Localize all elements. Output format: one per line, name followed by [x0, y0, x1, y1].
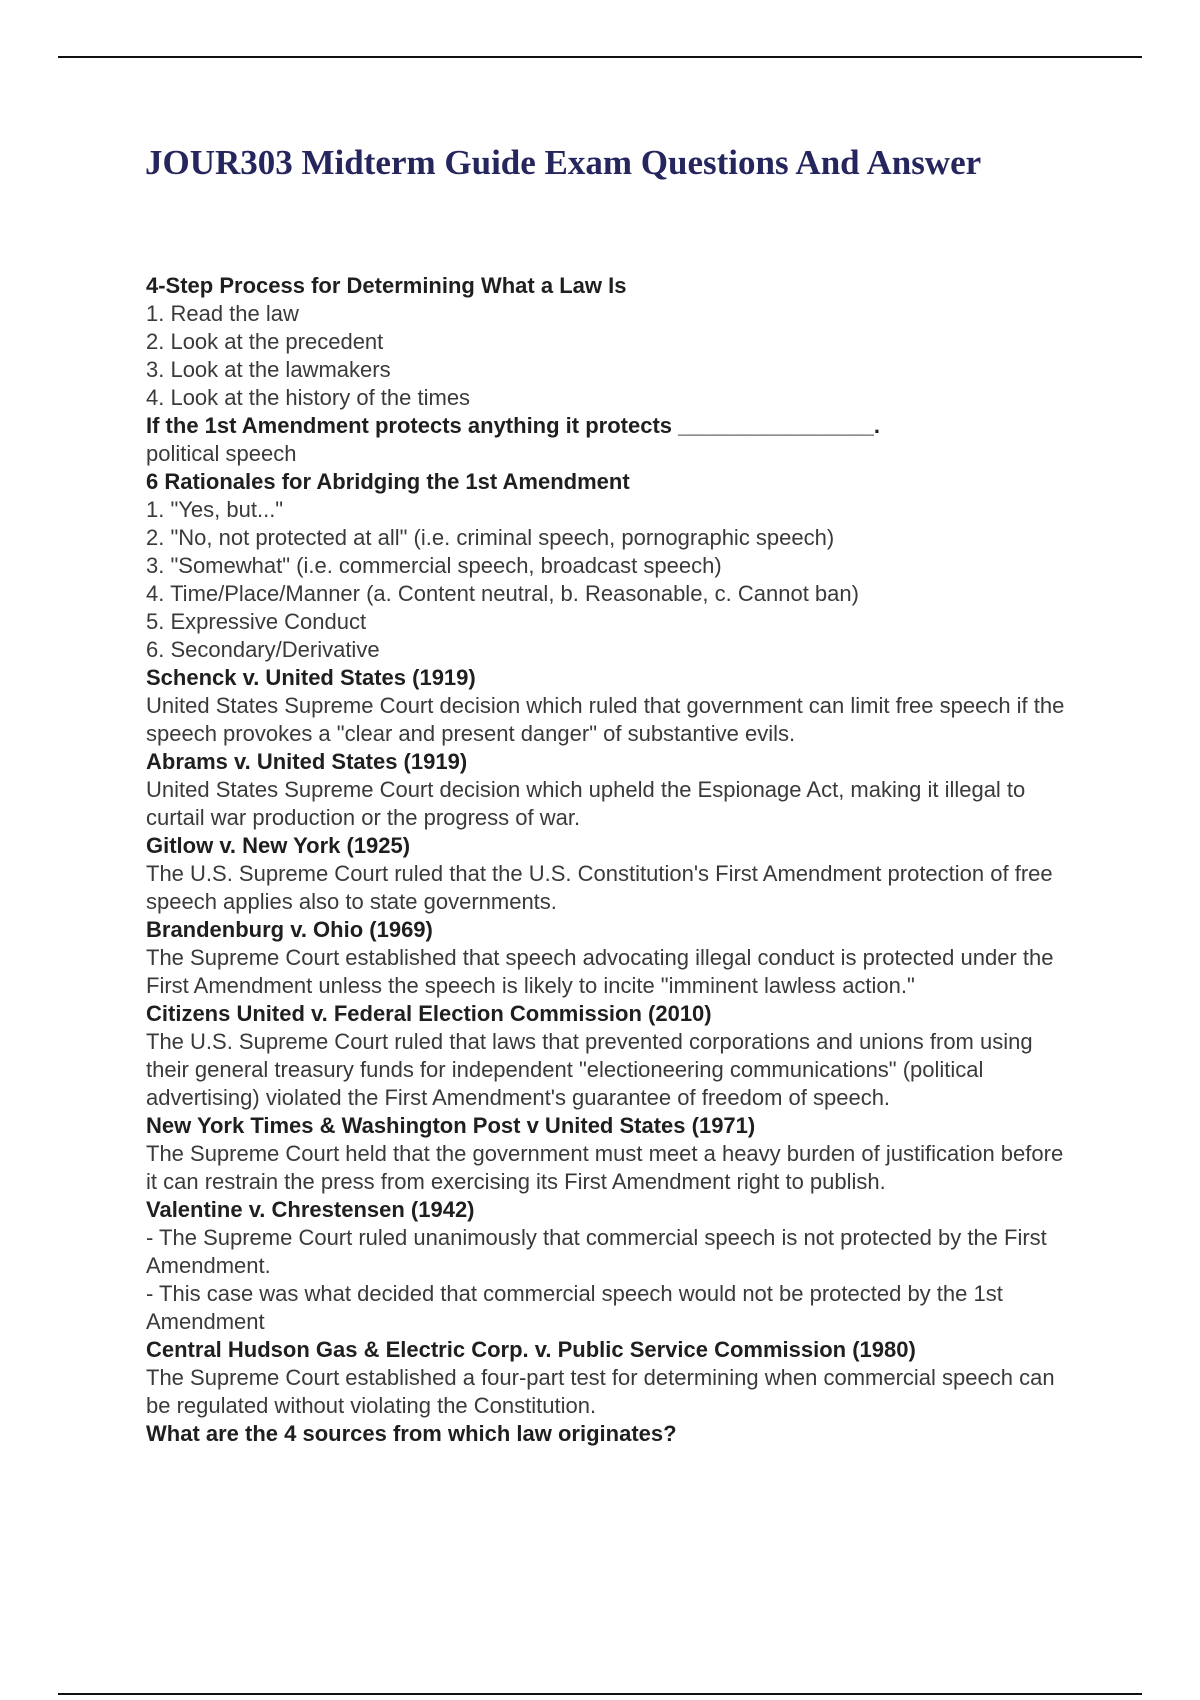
answer-line: The Supreme Court established a four-part test for determining when commercial speech can be regulated without violating the Constitution.: [146, 1365, 1055, 1418]
question-heading: Citizens United v. Federal Election Commission (2010): [146, 1001, 712, 1026]
question-heading: Valentine v. Chrestensen (1942): [146, 1197, 475, 1222]
question-heading: Schenck v. United States (1919): [146, 665, 476, 690]
question-heading: What are the 4 sources from which law originates?: [146, 1421, 677, 1446]
question-heading: Brandenburg v. Ohio (1969): [146, 917, 433, 942]
answer-line: 3. Look at the lawmakers: [146, 357, 391, 382]
document-title: JOUR303 Midterm Guide Exam Questions And Answer: [145, 143, 982, 182]
answer-line: 4. Time/Place/Manner (a. Content neutral, b. Reasonable, c. Cannot ban): [146, 581, 859, 606]
answer-line: 4. Look at the history of the times: [146, 385, 471, 410]
answer-line: 2. Look at the precedent: [146, 329, 384, 354]
answer-line: The Supreme Court established that speech advocating illegal conduct is protected under the First Amendment unless the speech is likely to incite "imminent lawless action.": [146, 945, 1054, 998]
answer-line: The U.S. Supreme Court ruled that laws that prevented corporations and unions from using their general treasury funds for independent "electioneering communications" (political advertising) violated the First Amendment's guarantee of freedom of speech.: [146, 1029, 1033, 1110]
answer-line: The U.S. Supreme Court ruled that the U.S. Constitution's First Amendment protection of free speech applies also to state governments.: [146, 861, 1053, 914]
answer-line: political speech: [146, 441, 297, 466]
question-heading: Abrams v. United States (1919): [146, 749, 468, 774]
answer-line: 2. "No, not protected at all" (i.e. criminal speech, pornographic speech): [146, 525, 835, 550]
answer-line: 1. "Yes, but...": [146, 497, 284, 522]
answer-line: United States Supreme Court decision which upheld the Espionage Act, making it illegal to curtail war production or the progress of war.: [146, 777, 1026, 830]
question-heading: 6 Rationales for Abridging the 1st Amendment: [146, 469, 630, 494]
answer-line: United States Supreme Court decision which ruled that government can limit free speech if the speech provokes a "clear and present danger" of substantive evils.: [146, 693, 1065, 746]
answer-line: - This case was what decided that commercial speech would not be protected by the 1st Amendment: [146, 1281, 1003, 1334]
answer-line: 3. "Somewhat" (i.e. commercial speech, broadcast speech): [146, 553, 722, 578]
answer-line: 6. Secondary/Derivative: [146, 637, 380, 662]
qa-list: [146, 272, 1066, 1448]
header-rule: [58, 56, 1142, 58]
answer-line: 5. Expressive Conduct: [146, 609, 367, 634]
footer-rule: [58, 1693, 1142, 1695]
question-heading: New York Times & Washington Post v United States (1971): [146, 1113, 756, 1138]
answer-line: 1. Read the law: [146, 301, 299, 326]
answer-line: - The Supreme Court ruled unanimously that commercial speech is not protected by the First Amendment.: [146, 1225, 1047, 1278]
question-heading: 4-Step Process for Determining What a Law Is: [146, 273, 627, 298]
answer-line: The Supreme Court held that the government must meet a heavy burden of justification before it can restrain the press from exercising its First Amendment right to publish.: [146, 1141, 1064, 1194]
question-heading: Gitlow v. New York (1925): [146, 833, 411, 858]
question-heading: Central Hudson Gas & Electric Corp. v. Public Service Commission (1980): [146, 1337, 916, 1362]
question-heading: If the 1st Amendment protects anything it protects ________________.: [146, 413, 881, 438]
